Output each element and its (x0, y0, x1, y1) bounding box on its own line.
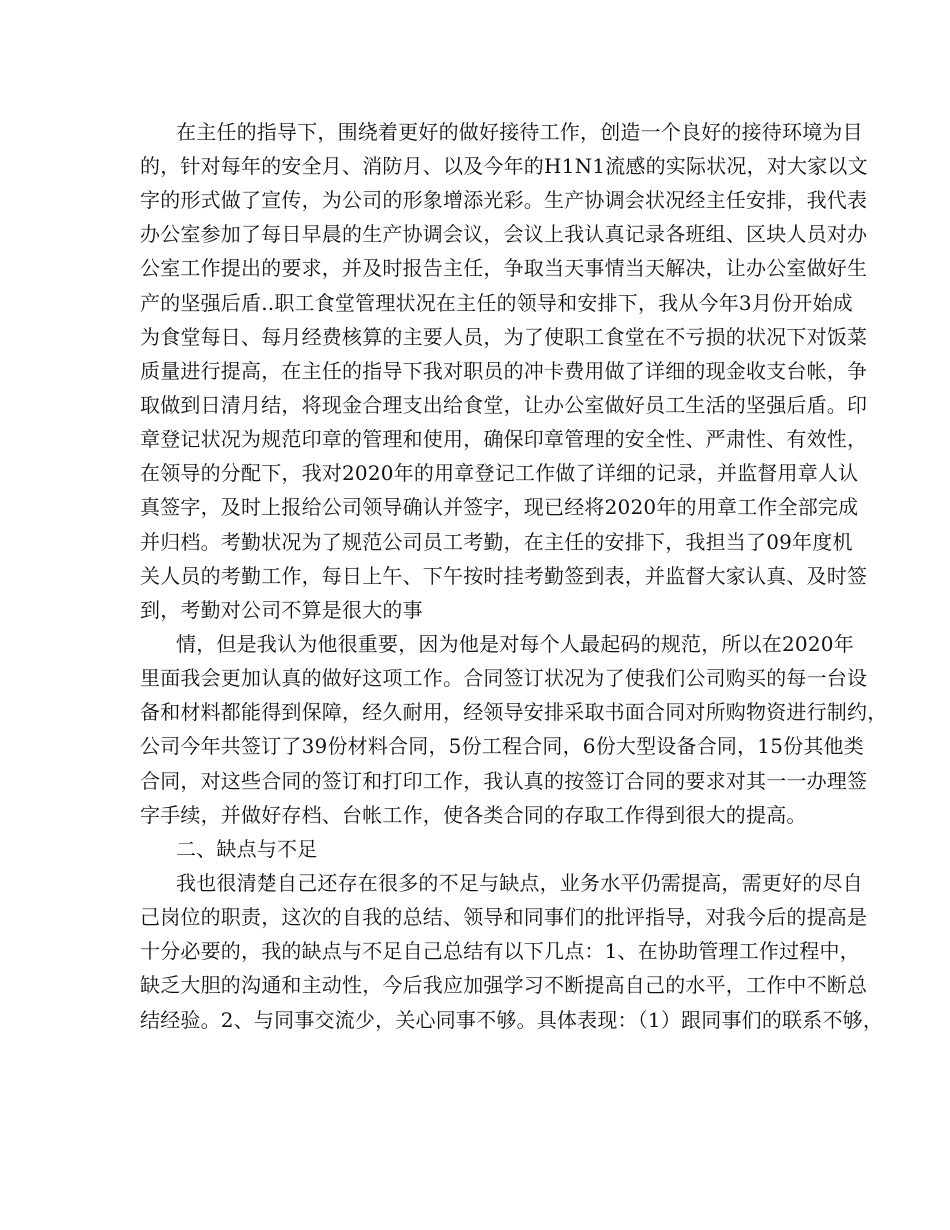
paragraph-line: 真签字，及时上报给公司领导确认并签字，现已经将2020年的用章工作全部完成 (140, 495, 859, 519)
paragraph-line: 里面我会更加认真的做好这项工作。合同签订状况为了使我们公司购买的每一台设 (140, 666, 868, 690)
paragraph-line: 取做到日清月结，将现金合理支出给食堂，让办公室做好员工生活的坚强后盾。印 (140, 393, 868, 417)
paragraph-line: 字的形式做了宣传，为公司的形象增添光彩。生产协调会状况经主任安排，我代表 (140, 188, 868, 212)
paragraph-line: 十分必要的，我的缺点与不足自己总结有以下几点：1、在协助管理工作过程中， (140, 939, 860, 963)
paragraph-line: 质量进行提高，在主任的指导下我对职员的冲卡费用做了详细的现金收支台帐，争 (140, 359, 868, 383)
paragraph-line: 办公室参加了每日早晨的生产协调会议，会议上我认真记录各班组、区块人员对办 (140, 222, 868, 246)
paragraph-line: 关人员的考勤工作，每日上午、下午按时挂考勤签到表，并监督大家认真、及时签 (140, 564, 868, 588)
paragraph-line: 字手续，并做好存档、台帐工作，使各类合同的存取工作得到很大的提高。 (140, 803, 807, 827)
paragraph-line: 并归档。考勤状况为了规范公司员工考勤，在主任的安排下，我担当了09年度机 (140, 530, 853, 554)
paragraph-line: 缺乏大胆的沟通和主动性，今后我应加强学习不断提高自己的水平，工作中不断总 (140, 973, 868, 997)
paragraph-line: 己岗位的职责，这次的自我的总结、领导和同事们的批评指导，对我今后的提高是 (140, 905, 868, 929)
paragraph-line: 公司今年共签订了39份材料合同，5份工程合同，6份大型设备合同，15份其他类 (140, 734, 864, 758)
paragraph-line: 备和材料都能得到保障，经久耐用，经领导安排采取书面合同对所购物资进行制约， (140, 700, 888, 724)
paragraph-line: 产的坚强后盾..职工食堂管理状况在主任的领导和安排下，我从今年3月份开始成 (140, 291, 853, 315)
paragraph-line: 到，考勤对公司不算是很大的事 (140, 598, 423, 622)
paragraph-line: 章登记状况为规范印章的管理和使用，确保印章管理的安全性、严肃性、有效性， (140, 427, 868, 451)
paragraph-line: 在主任的指导下，围绕着更好的做好接待工作，创造一个良好的接待环境为目 (176, 120, 863, 144)
paragraph-line: 在领导的分配下，我对2020年的用章登记工作做了详细的记录，并监督用章人认 (140, 461, 859, 485)
section-heading: 二、缺点与不足 (176, 837, 318, 861)
paragraph-line: 我也很清楚自己还存在很多的不足与缺点，业务水平仍需提高，需更好的尽自 (176, 871, 863, 895)
paragraph-line: 的，针对每年的安全月、消防月、以及今年的H1N1流感的实际状况，对大家以文 (140, 154, 868, 178)
paragraph-line: 合同，对这些合同的签订和打印工作，我认真的按签订合同的要求对其一一办理签 (140, 769, 868, 793)
paragraph-line: 为食堂每日、每月经费核算的主要人员，为了使职工食堂在不亏损的状况下对饭菜 (140, 325, 868, 349)
paragraph-line: 情，但是我认为他很重要，因为他是对每个人最起码的规范，所以在2020年 (176, 632, 854, 656)
paragraph-line: 公室工作提出的要求，并及时报告主任，争取当天事情当天解决，让办公室做好生 (140, 256, 868, 280)
paragraph-line: 结经验。2、与同事交流少，关心同事不够。具体表现：（1）跟同事们的联系不够， (140, 1008, 884, 1032)
